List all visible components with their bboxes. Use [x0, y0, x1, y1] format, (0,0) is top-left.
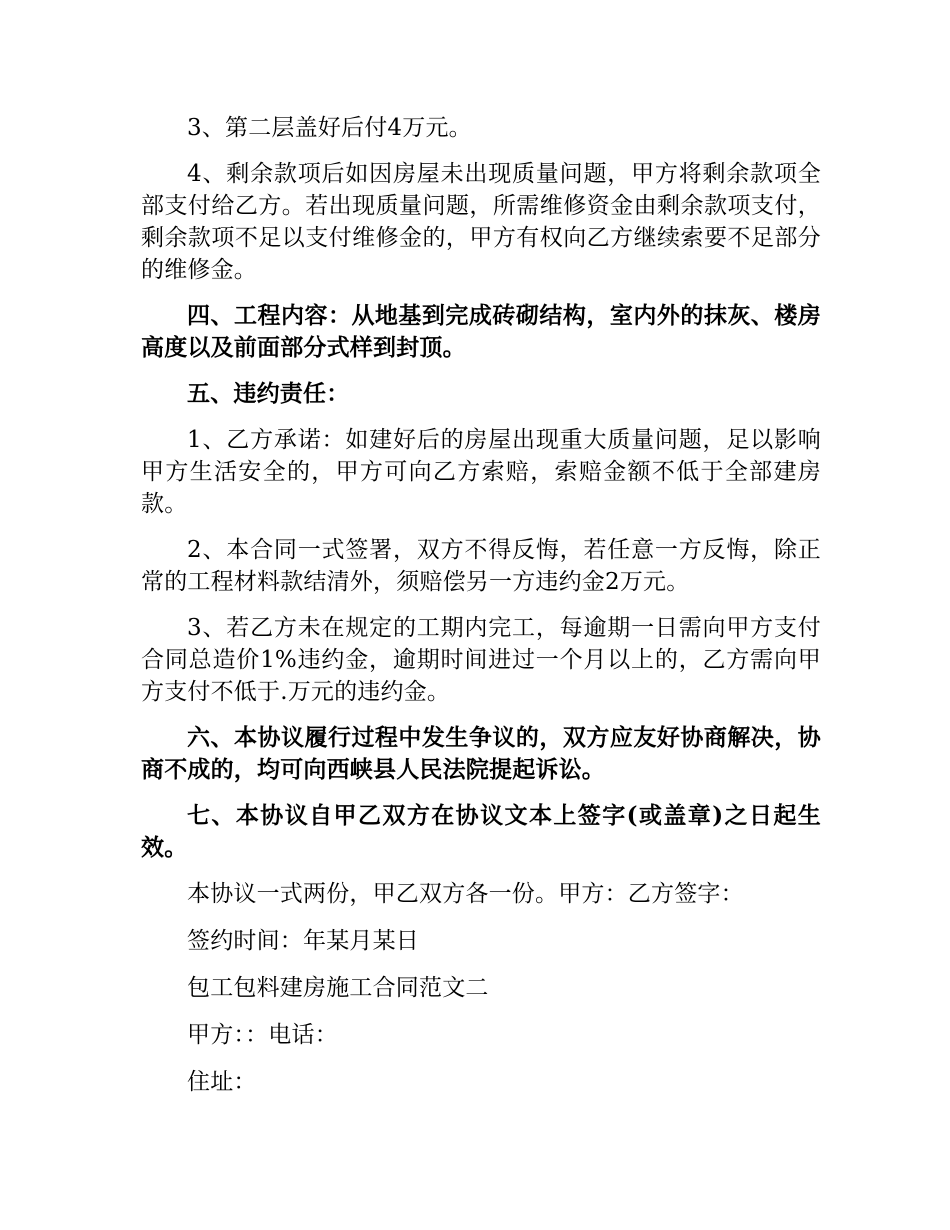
line-sample-title: 包工包料建房施工合同范文二 [187, 975, 489, 1001]
paragraph-breach-2: 2、本合同一式签署，双方不得反悔，若任意一方反悔，除正常的工程材料款结清外，须赔偿另一方违约金2万元。 [141, 537, 821, 595]
paragraph-payment-4: 4、剩余款项后如因房屋未出现质量问题，甲方将剩余款项全部支付给乙方。若出现质量问题，所需维修资金由剩余款项支付，剩余款项不足以支付维修金的，甲方有权向乙方继续索要不足部分的维修金。 [141, 161, 821, 283]
document-body [141, 112, 821, 1113]
paragraph-payment-3: 3、第二层盖好后付4万元。 [187, 115, 472, 141]
line-copies-signature: 本协议一式两份，甲乙双方各一份。甲方：乙方签字： [187, 881, 744, 907]
heading-dispute: 六、本协议履行过程中发生争议的，双方应友好协商解决，协商不成的，均可向西峡县人民法院提起诉讼。 [141, 724, 821, 783]
line-party-a-phone: 甲方：：电话： [187, 1022, 338, 1048]
paragraph-breach-1: 1、乙方承诺：如建好后的房屋出现重大质量问题，足以影响甲方生活安全的，甲方可向乙方索赔，索赔金额不低于全部建房款。 [141, 427, 821, 517]
heading-breach-liability: 五、违约责任： [187, 380, 350, 407]
line-signing-date: 签约时间：年某月某日 [187, 928, 419, 954]
heading-effective: 七、本协议自甲乙双方在协议文本上签字(或盖章)之日起生效。 [141, 802, 821, 861]
line-address: 住址： [187, 1069, 257, 1095]
heading-project-content: 四、工程内容：从地基到完成砖砌结构，室内外的抹灰、楼房高度以及前面部分式样到封顶。 [141, 302, 821, 361]
paragraph-breach-3: 3、若乙方未在规定的工期内完工，每逾期一日需向甲方支付合同总造价1%违约金，逾期时间进过一个月以上的，乙方需向甲方支付不低于.万元的违约金。 [141, 615, 821, 705]
